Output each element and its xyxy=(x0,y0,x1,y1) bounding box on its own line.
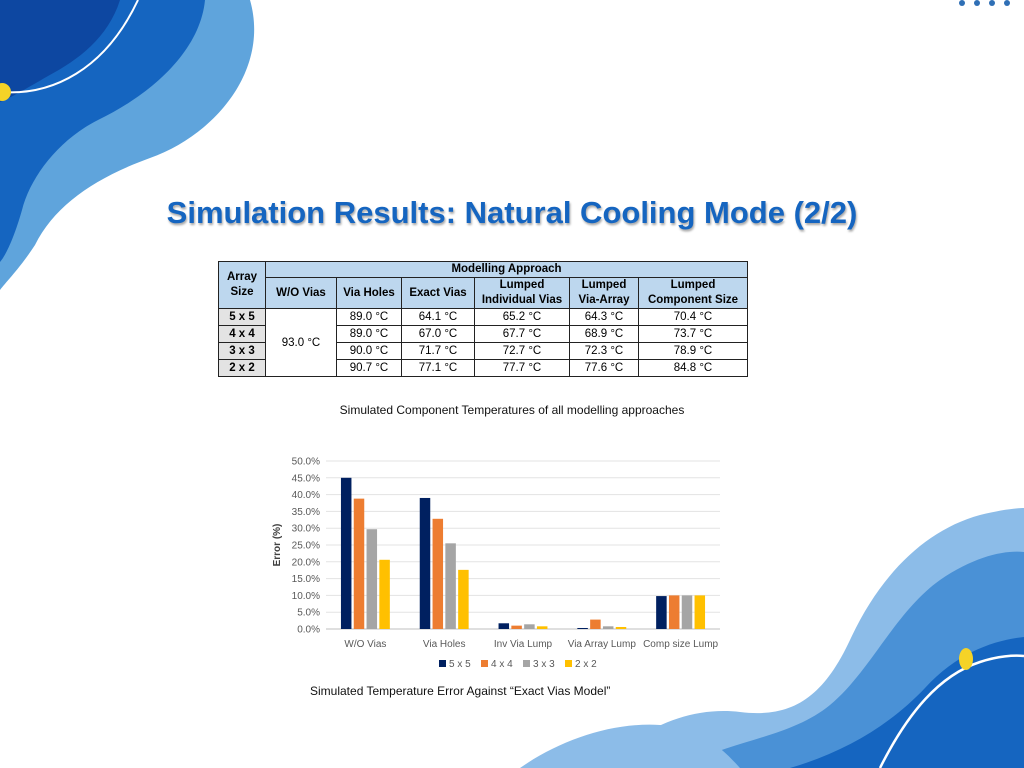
table-cell: 64.1 °C xyxy=(402,309,475,326)
table-cell: 78.9 °C xyxy=(639,343,748,360)
bar xyxy=(499,623,510,629)
col-header-lumped-component-size: Lumped Component Size xyxy=(639,278,748,309)
legend-label: 4 x 4 xyxy=(491,659,513,670)
bar xyxy=(537,626,548,629)
bar xyxy=(458,570,469,629)
y-tick-label: 35.0% xyxy=(291,506,320,518)
row-header-size: 5 x 5 xyxy=(219,309,266,326)
bar xyxy=(511,626,521,629)
table-cell: 65.2 °C xyxy=(475,309,570,326)
table-cell: 77.6 °C xyxy=(570,360,639,377)
bar xyxy=(420,498,431,629)
dot-indicator xyxy=(959,0,1010,6)
slide-title: Simulation Results: Natural Cooling Mode (2/2) xyxy=(166,195,858,230)
row-header-size: 2 x 2 xyxy=(219,360,266,377)
y-tick-label: 0.0% xyxy=(297,624,320,636)
legend-label: 3 x 3 xyxy=(533,659,555,670)
table-cell: 89.0 °C xyxy=(337,326,402,343)
dot xyxy=(989,0,995,6)
modelling-approach-header: Modelling Approach xyxy=(266,262,748,278)
yellow-dot-bottom-right xyxy=(959,648,973,670)
bar xyxy=(367,529,378,629)
table-cell: 72.3 °C xyxy=(570,343,639,360)
col-header-lumped-individual-vias: Lumped Individual Vias xyxy=(475,278,570,309)
bar xyxy=(603,626,614,629)
table-cell: 64.3 °C xyxy=(570,309,639,326)
y-tick-label: 20.0% xyxy=(291,557,320,569)
bar xyxy=(341,478,352,629)
table-cell: 67.7 °C xyxy=(475,326,570,343)
y-tick-label: 40.0% xyxy=(291,490,320,502)
bar xyxy=(590,620,601,629)
bar xyxy=(616,627,627,629)
legend-swatch xyxy=(565,660,572,667)
col-header-via-holes: Via Holes xyxy=(337,278,402,309)
table-cell: 71.7 °C xyxy=(402,343,475,360)
col-header-lumped-via-array: Lumped Via-Array xyxy=(570,278,639,309)
x-tick-label: W/O Vias xyxy=(344,639,387,650)
y-tick-label: 45.0% xyxy=(291,473,320,485)
dot xyxy=(974,0,980,6)
table-cell: 73.7 °C xyxy=(639,326,748,343)
array-size-header: Array Size xyxy=(219,262,266,309)
legend-swatch xyxy=(523,660,530,667)
table-row xyxy=(219,309,748,326)
bar xyxy=(695,595,706,629)
table-cell: 77.1 °C xyxy=(402,360,475,377)
legend-swatch xyxy=(439,660,446,667)
table-cell: 67.0 °C xyxy=(402,326,475,343)
wo-vias-value: 93.0 °C xyxy=(266,309,337,377)
y-tick-label: 5.0% xyxy=(297,607,320,619)
bar xyxy=(379,560,390,629)
dot xyxy=(1004,0,1010,6)
table-cell: 84.8 °C xyxy=(639,360,748,377)
y-axis-label: Error (%) xyxy=(272,523,283,567)
table-cell: 70.4 °C xyxy=(639,309,748,326)
bar xyxy=(656,596,667,629)
bar xyxy=(577,628,588,629)
y-tick-label: 25.0% xyxy=(291,540,320,552)
table-cell: 68.9 °C xyxy=(570,326,639,343)
legend-label: 2 x 2 xyxy=(575,659,597,670)
col-header-exact-vias: Exact Vias xyxy=(402,278,475,309)
row-header-size: 4 x 4 xyxy=(219,326,266,343)
x-tick-label: Inv Via Lump xyxy=(493,639,553,650)
bar xyxy=(433,519,444,629)
table-cell: 90.7 °C xyxy=(337,360,402,377)
legend-label: 5 x 5 xyxy=(449,659,471,670)
chart-caption: Simulated Temperature Error Against “Exact Vias Model” xyxy=(310,684,611,698)
y-tick-label: 30.0% xyxy=(291,523,320,535)
error-bar-chart xyxy=(262,447,732,677)
x-tick-label: Via Array Lump xyxy=(567,639,636,650)
bar xyxy=(682,595,693,629)
legend-swatch xyxy=(481,660,488,667)
table-cell: 89.0 °C xyxy=(337,309,402,326)
x-tick-label: Via Holes xyxy=(422,639,466,650)
table-cell: 72.7 °C xyxy=(475,343,570,360)
bar xyxy=(445,543,456,629)
bar xyxy=(524,624,535,629)
table-cell: 90.0 °C xyxy=(337,343,402,360)
col-header-wo-vias: W/O Vias xyxy=(266,278,337,309)
dot xyxy=(959,0,965,6)
results-table xyxy=(218,261,748,377)
x-tick-label: Comp size Lump xyxy=(643,639,719,650)
bar xyxy=(669,595,680,629)
table-caption: Simulated Component Temperatures of all modelling approaches xyxy=(339,403,685,417)
y-tick-label: 15.0% xyxy=(291,574,320,586)
row-header-size: 3 x 3 xyxy=(219,343,266,360)
y-tick-label: 50.0% xyxy=(291,456,320,468)
table-cell: 77.7 °C xyxy=(475,360,570,377)
y-tick-label: 10.0% xyxy=(291,590,320,602)
bar xyxy=(354,499,365,629)
